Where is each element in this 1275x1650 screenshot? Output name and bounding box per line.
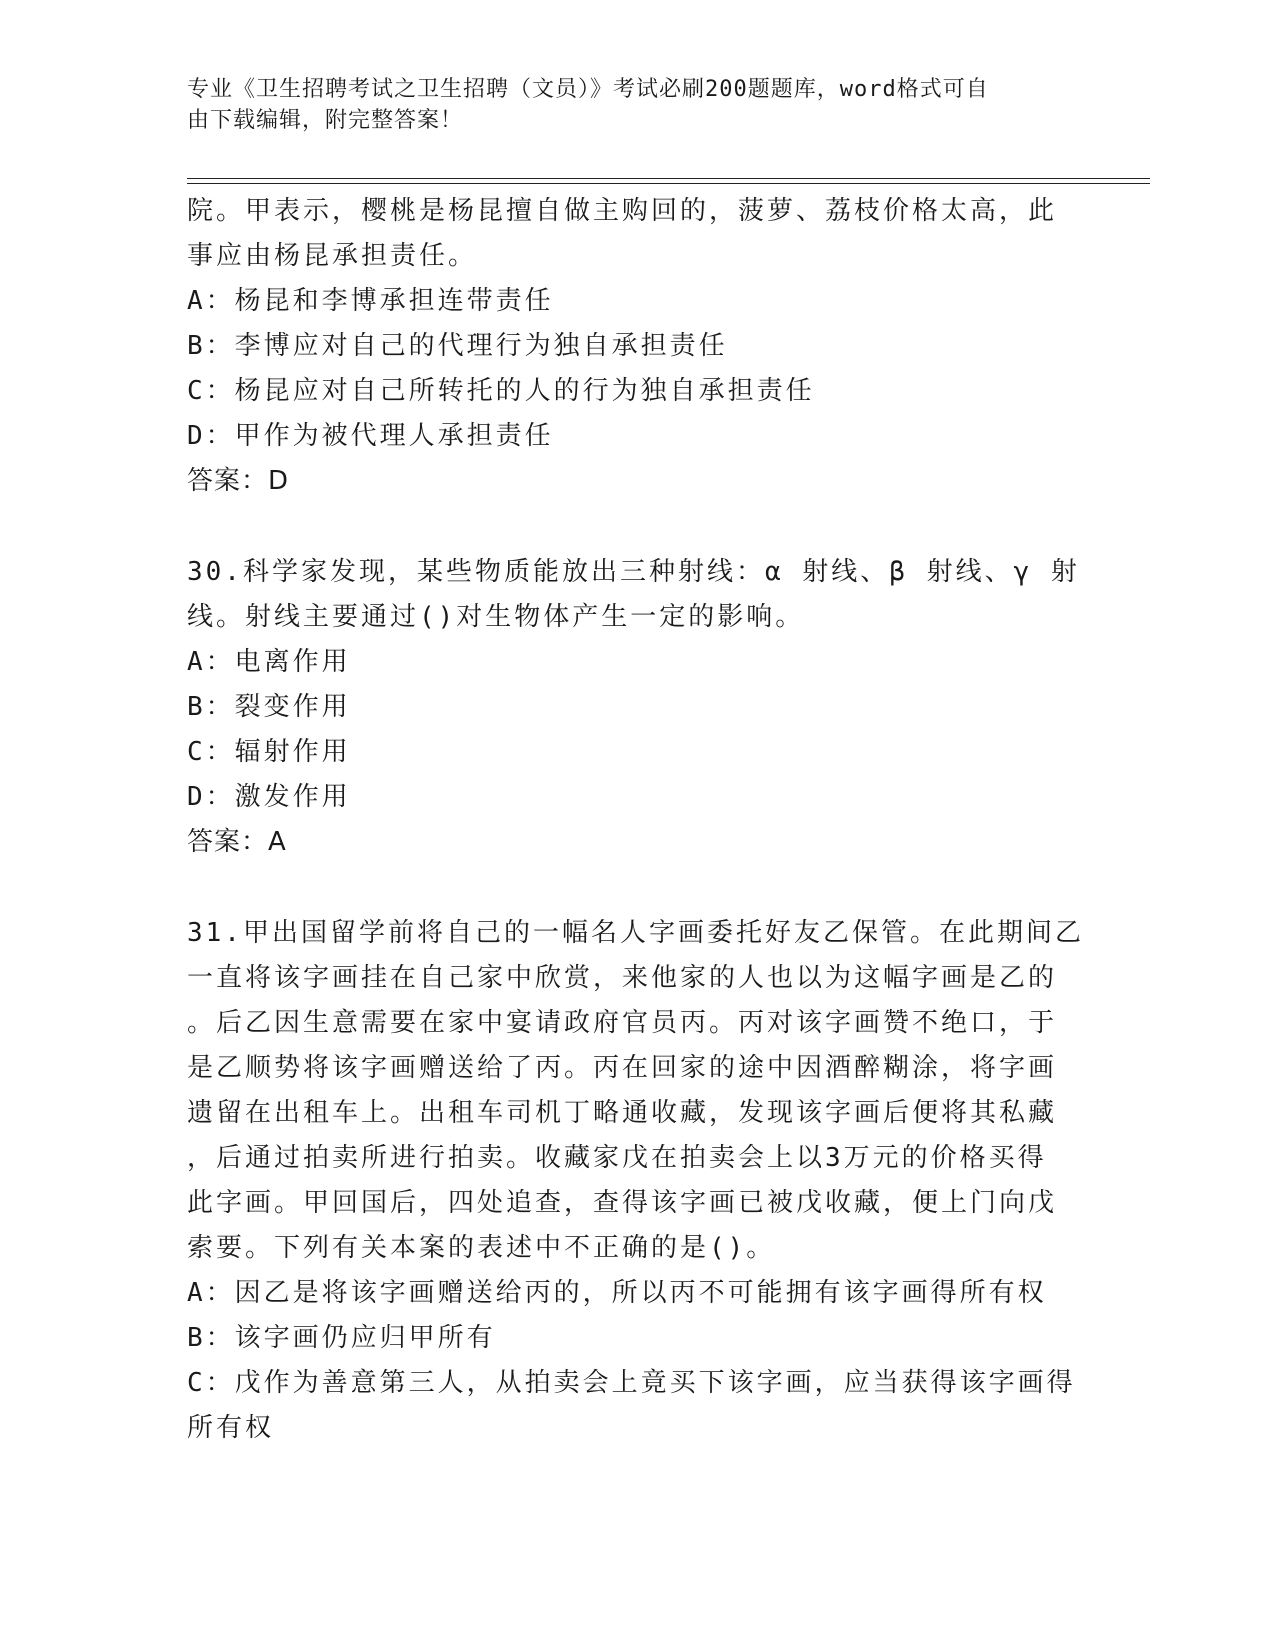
option-c: C：戊作为善意第三人，从拍卖会上竟买下该字画，应当获得该字画得 <box>187 1368 1076 1398</box>
question-text-line: ，后通过拍卖所进行拍卖。收藏家戊在拍卖会上以3万元的价格买得 <box>187 1143 1047 1173</box>
answer-line: 答案：A <box>187 827 287 857</box>
question-text-line: 院。甲表示，樱桃是杨昆擅自做主购回的，菠萝、荔枝价格太高，此 <box>187 196 1058 226</box>
header-rule-top <box>187 178 1150 179</box>
document-body <box>187 189 1084 1451</box>
question-text-line: 是乙顺势将该字画赠送给了丙。丙在回家的途中因酒醉糊涂，将字画 <box>187 1053 1058 1083</box>
answer-line: 答案：D <box>187 466 290 496</box>
question-text-line: 此字画。甲回国后，四处追查，查得该字画已被戊收藏，便上门向戊 <box>187 1188 1058 1218</box>
question-text-line: 30.科学家发现，某些物质能放出三种射线：α 射线、β 射线、γ 射 <box>187 557 1080 587</box>
option-b: B：裂变作用 <box>187 692 351 722</box>
header-line-2: 由下载编辑，附完整答案！ <box>187 108 464 133</box>
question-text-line: 31.甲出国留学前将自己的一幅名人字画委托好友乙保管。在此期间乙 <box>187 918 1084 948</box>
spacer <box>187 504 1072 550</box>
page-header <box>187 74 1067 136</box>
question-31 <box>187 911 1084 1451</box>
question-text-line: 索要。下列有关本案的表述中不正确的是()。 <box>187 1233 776 1263</box>
option-c: C：辐射作用 <box>187 737 351 767</box>
header-rule-bottom <box>187 183 1150 184</box>
question-text-line: 线。射线主要通过()对生物体产生一定的影响。 <box>187 602 805 632</box>
question-text-line: 遗留在出租车上。出租车司机丁略通收藏，发现该字画后便将其私藏 <box>187 1098 1058 1128</box>
question-29 <box>187 189 1072 504</box>
option-d: D：激发作用 <box>187 782 351 812</box>
option-a: A：电离作用 <box>187 647 351 677</box>
option-b: B：该字画仍应归甲所有 <box>187 1323 496 1353</box>
spacer <box>187 865 1072 911</box>
question-text-line: 一直将该字画挂在自己家中欣赏，来他家的人也以为这幅字画是乙的 <box>187 963 1058 993</box>
option-c-continued: 所有权 <box>187 1413 275 1443</box>
question-text-line: 。后乙因生意需要在家中宴请政府官员丙。丙对该字画赞不绝口，于 <box>187 1008 1058 1038</box>
option-c: C：杨昆应对自己所转托的人的行为独自承担责任 <box>187 376 815 406</box>
question-text-line: 事应由杨昆承担责任。 <box>187 241 478 271</box>
option-b: B：李博应对自己的代理行为独自承担责任 <box>187 331 728 361</box>
header-line-1: 专业《卫生招聘考试之卫生招聘（文员）》考试必刷200题题库，word格式可自 <box>187 77 989 102</box>
question-30 <box>187 550 1080 865</box>
option-a: A：杨昆和李博承担连带责任 <box>187 286 554 316</box>
option-d: D：甲作为被代理人承担责任 <box>187 421 554 451</box>
option-a: A：因乙是将该字画赠送给丙的，所以丙不可能拥有该字画得所有权 <box>187 1278 1047 1308</box>
